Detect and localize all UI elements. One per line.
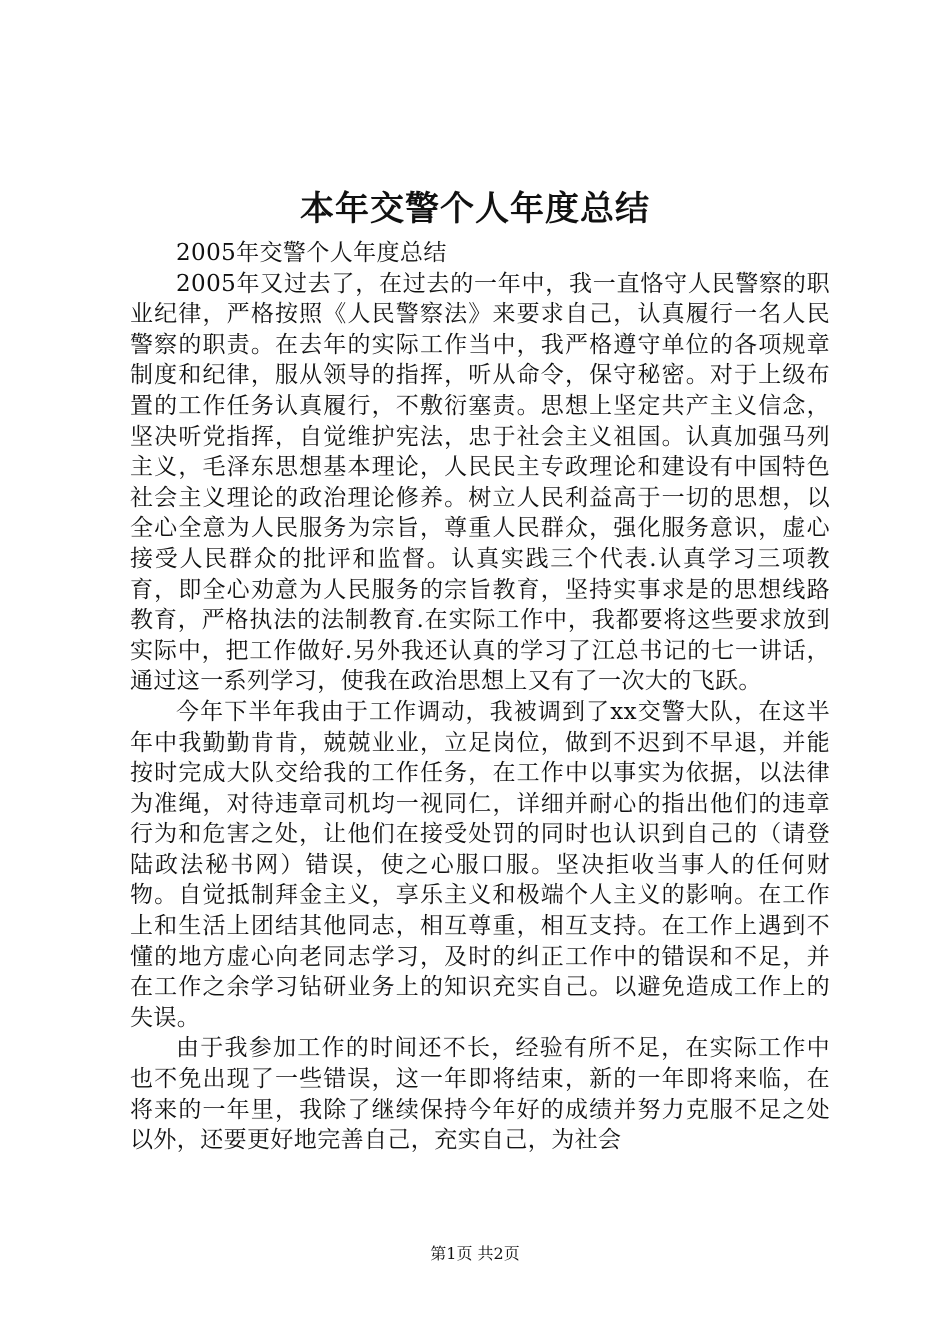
body-paragraph: 2005年又过去了，在过去的一年中，我一直恪守人民警察的职业纪律，严格按照《人民警察法》来要求自己，认真履行一名人民警察的职责。在去年的实际工作当中，我严格遵守单位的各项规章制度和纪律，服从领导的指挥，听从命令，保守秘密。对于上级布置的工作任务认真履行，不敷衍塞责。思想上坚定共产主义信念，坚决听党指挥，自觉维护宪法，忠于社会主义祖国。认真加强马列主义，毛泽东思想基本理论，人民民主专政理论和建设有中国特色社会主义理论的政治理论修养。树立人民利益高于一切的思想，以全心全意为人民服务为宗旨，尊重人民群众，强化服务意识，虚心接受人民群众的批评和监督。认真实践三个代表.认真学习三项教育，即全心劝意为人民服务的宗旨教育，坚持实事求是的思想线路教育，严格执法的法制教育.在实际工作中，我都要将这些要求放到实际中，把工作做好.另外我还认真的学习了江总书记的七一讲话，通过这一系列学习，使我在政治思想上又有了一次大的飞跃。 bbox=[130, 270, 830, 695]
document-body bbox=[130, 238, 830, 1156]
page-footer: 第1页 共2页 bbox=[430, 1244, 520, 1263]
body-paragraph: 今年下半年我由于工作调动，我被调到了xx交警大队，在这半年中我勤勤肯肯，兢兢业业，立足岗位，做到不迟到不早退，并能按时完成大队交给我的工作任务，在工作中以事实为依据，以法律为准绳，对待违章司机均一视同仁，详细并耐心的指出他们的违章行为和危害之处，让他们在接受处罚的同时也认识到自己的（请登陆政法秘书网）错误，使之心服口服。坚决拒收当事人的任何财物。自觉抵制拜金主义，享乐主义和极端个人主义的影响。在工作上和生活上团结其他同志，相互尊重，相互支持。在工作上遇到不懂的地方虚心向老同志学习，及时的纠正工作中的错误和不足，并在工作之余学习钻研业务上的知识充实自己。以避免造成工作上的失误。 bbox=[130, 698, 830, 1031]
document-title: 本年交警个人年度总结 bbox=[300, 189, 650, 229]
body-paragraph: 由于我参加工作的时间还不长，经验有所不足，在实际工作中也不免出现了一些错误，这一年即将结束，新的一年即将来临，在将来的一年里，我除了继续保持今年好的成绩并努力克服不足之处以外，还要更好地完善自己，充实自己，为社会 bbox=[130, 1035, 830, 1154]
body-paragraph: 2005年交警个人年度总结 bbox=[176, 240, 447, 266]
